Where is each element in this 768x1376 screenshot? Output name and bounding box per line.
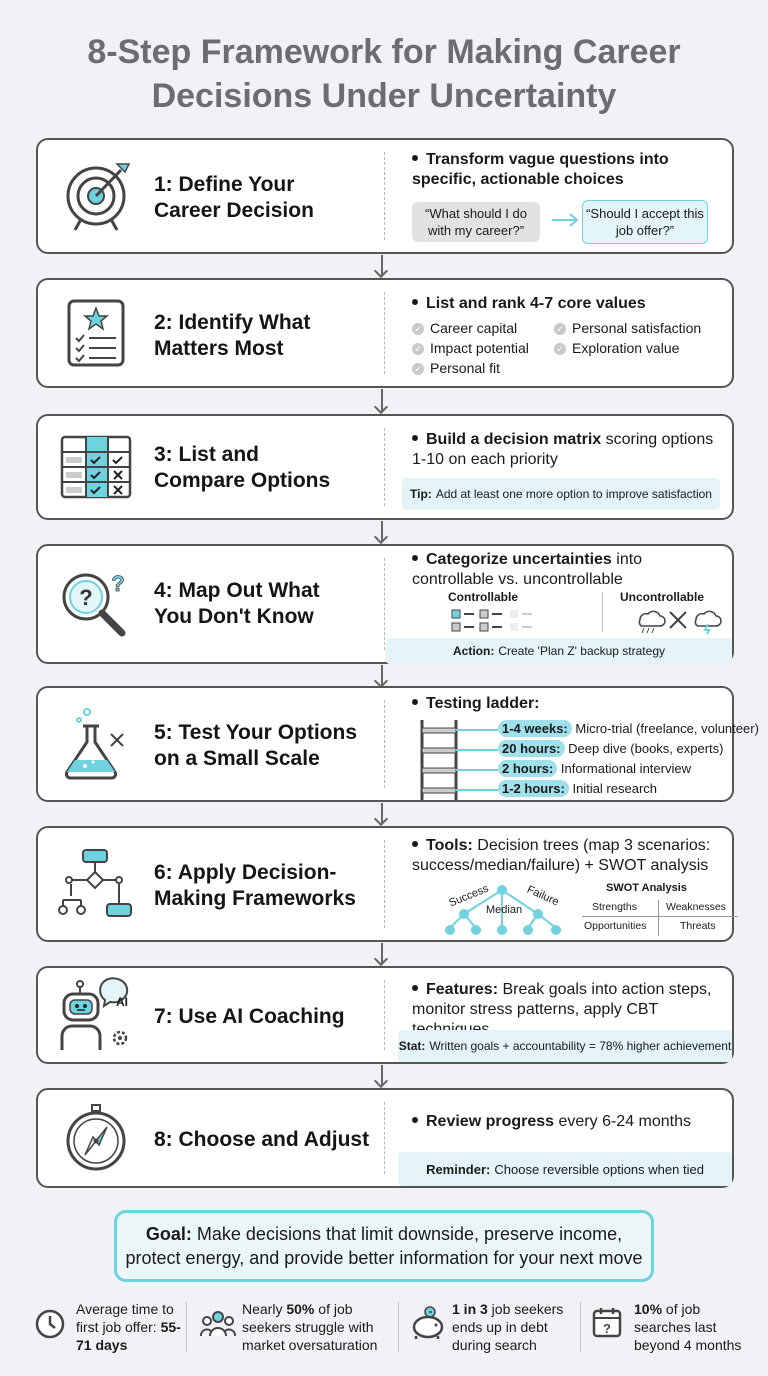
action-text: Create 'Plan Z' backup strategy (498, 644, 665, 658)
step-1-title-line1: 1: Define Your (154, 173, 295, 196)
svg-text:?: ? (603, 1321, 611, 1336)
step-6-title-line2: Making Frameworks (154, 887, 356, 910)
step-2-bullet (412, 294, 718, 314)
checklist-star-icon (56, 280, 136, 386)
step-card-7 (36, 966, 734, 1064)
step-3-title (154, 442, 384, 494)
step-2-bullet-text: List and rank 4-7 core values (426, 295, 646, 312)
target-icon (56, 140, 136, 252)
stat-divider (186, 1302, 187, 1352)
step-8-bullet (412, 1112, 718, 1132)
title-line-2: Decisions Under Uncertainty (151, 77, 617, 115)
step-3-title-line2: Compare Options (154, 469, 331, 492)
value-item (554, 320, 701, 336)
ladder-icon (416, 718, 500, 807)
stat-callout (398, 1030, 732, 1062)
clock-icon (34, 1306, 70, 1346)
value-label: Personal fit (430, 360, 501, 376)
step-card-3 (36, 414, 734, 520)
value-label: Exploration value (572, 340, 680, 356)
stat-divider (398, 1302, 399, 1352)
stat-text: Written goals + accountability = 78% higher achievement (429, 1039, 732, 1053)
step-4-bullet-bold: Categorize uncertainties (426, 551, 612, 568)
crowd-icon (200, 1306, 236, 1346)
swot-title: SWOT Analysis (606, 882, 687, 894)
page-title (0, 30, 768, 118)
step-1-bullet-text: Transform vague questions into specific, actionable choices (412, 151, 669, 188)
ladder-step (498, 740, 724, 757)
step-7-title-line1: 7: Use AI Coaching (154, 1005, 345, 1028)
divider (384, 152, 385, 240)
divider (384, 840, 385, 928)
value-label: Career capital (430, 320, 518, 336)
stat-text-post: job seekers ends up in debt during search (452, 1301, 564, 1353)
stat-item (410, 1300, 580, 1360)
divider (384, 292, 385, 374)
step-6-title (154, 860, 384, 912)
step-card-5 (36, 686, 759, 802)
ladder-time: 1-4 weeks: (498, 720, 572, 737)
step-6-title-line1: 6: Apply Decision- (154, 861, 337, 884)
stat-label: Stat: (398, 1039, 426, 1053)
ladder-text: Micro-trial (freelance, volunteer) (575, 721, 759, 736)
stat-value: 1 in 3 (452, 1301, 488, 1317)
step-7-bullet-rest: Break goals into action steps, monitor stress patterns, apply CBT (412, 981, 712, 1018)
divider (384, 980, 385, 1050)
swot-threats: Threats (680, 920, 716, 932)
step-3-title-line1: 3: List and (154, 443, 260, 466)
controllable-label: Controllable (448, 590, 519, 604)
stat-text-post: of job searches last beyond 4 months (634, 1301, 742, 1353)
step-5-bullet-text: Testing ladder: (426, 695, 540, 712)
step-8-bullet-rest: every 6-24 months (554, 1113, 692, 1130)
stat-divider (580, 1302, 581, 1352)
swot-grid (582, 898, 738, 936)
robot-icon (56, 968, 136, 1062)
step-3-bullet-bold: Build a decision matrix (426, 431, 602, 448)
tip-callout (402, 478, 720, 510)
reminder-label: Reminder: (426, 1161, 491, 1177)
step-3-bullet-rest: scoring options 1-10 on each priority (412, 431, 714, 468)
goal-label: Goal: (145, 1224, 192, 1244)
connector-arrow (381, 1065, 383, 1085)
divider (384, 1102, 385, 1174)
magnifier-question-icon (56, 546, 136, 662)
value-label: Impact potential (430, 340, 529, 356)
stat-value: 50% (286, 1301, 315, 1317)
step-4-title (154, 578, 384, 630)
step-4-bullet-rest: into controllable vs. uncontrollable (412, 551, 643, 588)
piggy-bank-icon (410, 1306, 446, 1346)
check-icon: ✓ (412, 343, 424, 355)
divider (384, 700, 385, 788)
step-4-title-line2: You Don't Know (154, 605, 314, 628)
check-icon: ✓ (554, 343, 566, 355)
step-card-6 (36, 826, 734, 942)
tip-text: Add at least one more option to improve satisfaction (435, 487, 712, 501)
stat-text-post: of job seekers struggle with market oversaturation (242, 1301, 378, 1353)
connector-arrow (381, 521, 383, 541)
controllable-items-icon (452, 608, 542, 639)
ladder-time: 1-2 hours: (498, 780, 569, 797)
stat-text: Average time to first job offer: (76, 1301, 174, 1335)
stat-item (34, 1300, 182, 1360)
ladder-text: Informational interview (560, 761, 691, 776)
step-5-title-line2: on a Small Scale (154, 747, 320, 770)
ladder-time: 20 hours: (498, 740, 565, 757)
title-line-1: 8-Step Framework for Making Career (87, 33, 681, 71)
step-card-1 (36, 138, 734, 254)
step-7-title (154, 1004, 394, 1030)
value-item (554, 340, 679, 356)
reminder-text: Choose reversible options when tied (494, 1161, 704, 1177)
arrow-right-icon (550, 208, 580, 232)
stat-value: 10% (634, 1301, 663, 1317)
ladder-time: 2 hours: (498, 760, 557, 777)
ladder-step (498, 760, 691, 777)
connector-arrow (381, 803, 383, 823)
goal-line2: protect energy, and provide better information for your next move (125, 1248, 643, 1268)
weather-uncertainty-icon (636, 606, 726, 639)
tree-label-median: Median (486, 904, 523, 916)
step-8-title (154, 1127, 394, 1153)
ladder-text: Initial research (572, 781, 658, 796)
stat-text: Nearly (242, 1301, 287, 1317)
stat-item (592, 1300, 752, 1360)
decision-matrix-icon (56, 416, 136, 518)
stat-item (200, 1300, 390, 1360)
compass-icon (56, 1090, 136, 1186)
step-2-title-line2: Matters Most (154, 337, 284, 360)
step-2-title-line1: 2: Identify What (154, 311, 311, 334)
step-3-bullet (412, 430, 718, 470)
step-5-bullet (412, 694, 718, 714)
value-label: Personal satisfaction (572, 320, 702, 336)
uncontrollable-label: Uncontrollable (620, 590, 705, 604)
ladder-text: Deep dive (books, experts) (568, 741, 724, 756)
step-6-bullet (412, 836, 718, 876)
value-item (412, 360, 500, 376)
action-label: Action: (453, 644, 495, 658)
flask-icon (56, 688, 136, 800)
tree-label-success: Success (447, 882, 491, 910)
decision-tree-icon (434, 882, 570, 938)
vague-question-box: “What should I do with my career?” (412, 202, 540, 242)
step-2-title (154, 310, 384, 362)
flowchart-icon (56, 828, 136, 940)
specific-question-box: “Should I accept this job offer?” (582, 200, 708, 244)
swot-opportunities: Opportunities (584, 920, 647, 932)
ladder-step (498, 780, 657, 797)
tree-label-failure: Failure (525, 883, 561, 909)
check-icon: ✓ (412, 323, 424, 335)
divider (384, 558, 385, 650)
step-1-title (154, 172, 384, 224)
step-card-2 (36, 278, 734, 388)
action-callout (386, 638, 732, 664)
svg-text:?: ? (79, 585, 93, 610)
step-card-8 (36, 1088, 734, 1188)
check-icon: ✓ (554, 323, 566, 335)
step-card-4 (36, 544, 734, 664)
step-5-title-line1: 5: Test Your Options (154, 721, 358, 744)
divider (384, 428, 385, 506)
step-6-bullet-rest: Decision trees (map 3 scenarios: success/median/failure) + SWOT analysis (412, 837, 711, 874)
goal-line1: Make decisions that limit downside, preserve income, (191, 1224, 623, 1244)
step-1-title-line2: Career Decision (154, 199, 314, 222)
step-5-title (154, 720, 384, 772)
step-6-bullet-bold: Tools: (426, 837, 473, 854)
goal-box (114, 1210, 654, 1282)
step-8-title-line1: 8: Choose and Adjust (154, 1128, 370, 1151)
swot-strengths: Strengths (592, 901, 637, 913)
swot-weaknesses: Weaknesses (666, 901, 726, 913)
calendar-question-icon (592, 1306, 628, 1346)
connector-arrow (381, 943, 383, 963)
tip-label: Tip: (410, 487, 432, 501)
step-4-bullet (412, 550, 718, 590)
svg-text:?: ? (111, 571, 125, 596)
connector-arrow (381, 389, 383, 411)
check-icon: ✓ (412, 363, 424, 375)
step-1-bullet (412, 150, 718, 190)
connector-arrow (381, 255, 383, 275)
ai-bubble-label: AI (116, 995, 128, 1009)
value-item (412, 320, 517, 336)
stat-value: 55-71 days (76, 1319, 181, 1353)
value-item (412, 340, 529, 356)
connector-arrow (381, 665, 383, 685)
ladder-step (498, 720, 759, 737)
step-4-title-line1: 4: Map Out What (154, 579, 320, 602)
step-8-bullet-bold: Review progress (426, 1113, 555, 1130)
reminder-callout (398, 1152, 732, 1186)
step-7-bullet-bold: Features: (426, 981, 499, 998)
